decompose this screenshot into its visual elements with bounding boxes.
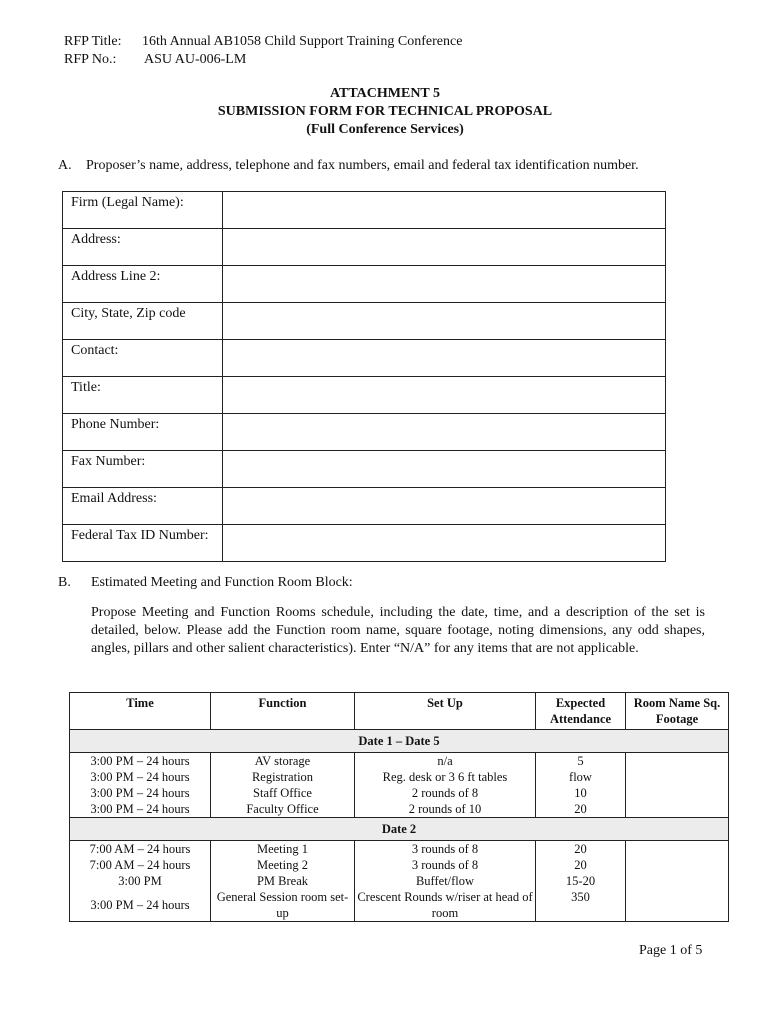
field-label: Phone Number:: [63, 414, 223, 451]
table-cell: 7:00 AM – 24 hours: [70, 841, 211, 858]
table-cell: 10: [536, 785, 626, 801]
section-b-paragraph: Propose Meeting and Function Rooms schedule, including the date, time, and a description of the set is detailed, below. Please add the Function room name, square footage, noting dimensions, any odd shapes, angles, pillars and other salient characteristics). Enter “N/A” for any items that are not applicable.: [91, 605, 705, 656]
form-row: [63, 377, 666, 414]
table-cell: Staff Office: [211, 785, 355, 801]
table-cell: PM Break: [211, 873, 355, 889]
field-label: Fax Number:: [63, 451, 223, 488]
field-input[interactable]: [223, 303, 666, 340]
form-title: SUBMISSION FORM FOR TECHNICAL PROPOSAL: [217, 104, 553, 119]
table-row: [70, 889, 729, 922]
table-row: [70, 801, 729, 818]
page-number: Page 1 of 5: [639, 943, 703, 958]
column-header: Function: [211, 693, 355, 730]
table-cell: Meeting 1: [211, 841, 355, 858]
proposer-info-table: [62, 191, 666, 562]
table-cell: 7:00 AM – 24 hours: [70, 857, 211, 873]
table-cell: 3 rounds of 8: [355, 841, 536, 858]
form-row: [63, 451, 666, 488]
table-cell: 20: [536, 841, 626, 858]
column-header: Expected Attendance: [536, 693, 626, 730]
table-cell: n/a: [355, 753, 536, 770]
table-cell: 2 rounds of 8: [355, 785, 536, 801]
table-row: [70, 857, 729, 873]
room-name-input[interactable]: [626, 857, 729, 873]
field-input[interactable]: [223, 192, 666, 229]
field-label: Address:: [63, 229, 223, 266]
room-name-input[interactable]: [626, 753, 729, 770]
table-cell: 350: [536, 889, 626, 922]
form-row: [63, 303, 666, 340]
field-input[interactable]: [223, 525, 666, 562]
field-input[interactable]: [223, 266, 666, 303]
column-header: Room Name Sq. Footage: [626, 693, 729, 730]
rfp-no-label: RFP No.:: [64, 52, 117, 67]
room-block-table: [69, 692, 729, 922]
field-label: Address Line 2:: [63, 266, 223, 303]
table-cell: Crescent Rounds w/riser at head of room: [355, 889, 536, 922]
table-row: [70, 841, 729, 858]
rfp-title-label: RFP Title:: [64, 34, 122, 49]
table-cell: 20: [536, 801, 626, 818]
table-cell: 20: [536, 857, 626, 873]
section-a-marker: A.: [58, 158, 72, 173]
table-cell: Registration: [211, 769, 355, 785]
table-cell: 5: [536, 753, 626, 770]
table-row: [70, 873, 729, 889]
attachment-title: ATTACHMENT 5: [329, 86, 441, 101]
rfp-no-value: ASU AU-006-LM: [144, 52, 247, 67]
table-row: [70, 769, 729, 785]
date-group-header: Date 1 – Date 5: [70, 730, 729, 753]
room-name-input[interactable]: [626, 769, 729, 785]
table-cell: General Session room set-up: [211, 889, 355, 922]
table-cell: AV storage: [211, 753, 355, 770]
form-row: [63, 229, 666, 266]
rfp-title-row: [64, 34, 462, 50]
rfp-no-row: [64, 52, 246, 68]
field-input[interactable]: [223, 340, 666, 377]
room-name-input[interactable]: [626, 801, 729, 818]
form-row: [63, 192, 666, 229]
section-b-heading: Estimated Meeting and Function Room Block:: [91, 575, 353, 590]
table-cell: 15-20: [536, 873, 626, 889]
room-name-input[interactable]: [626, 785, 729, 801]
form-row: [63, 525, 666, 562]
field-input[interactable]: [223, 414, 666, 451]
table-cell: flow: [536, 769, 626, 785]
table-cell: Meeting 2: [211, 857, 355, 873]
field-label: Federal Tax ID Number:: [63, 525, 223, 562]
field-input[interactable]: [223, 488, 666, 525]
table-cell: 3:00 PM – 24 hours: [70, 889, 211, 922]
field-input[interactable]: [223, 451, 666, 488]
form-row: [63, 414, 666, 451]
table-cell: 3:00 PM – 24 hours: [70, 753, 211, 770]
section-a-heading: Proposer’s name, address, telephone and fax numbers, email and federal tax identification number.: [86, 158, 639, 173]
column-header: Set Up: [355, 693, 536, 730]
field-label: City, State, Zip code: [63, 303, 223, 340]
table-cell: 2 rounds of 10: [355, 801, 536, 818]
table-row: [70, 785, 729, 801]
field-label: Email Address:: [63, 488, 223, 525]
field-label: Firm (Legal Name):: [63, 192, 223, 229]
column-header: Time: [70, 693, 211, 730]
section-b-marker: B.: [58, 575, 71, 590]
room-name-input[interactable]: [626, 841, 729, 858]
form-row: [63, 266, 666, 303]
field-label: Contact:: [63, 340, 223, 377]
table-cell: 3:00 PM – 24 hours: [70, 801, 211, 818]
table-cell: 3:00 PM: [70, 873, 211, 889]
rfp-title-value: 16th Annual AB1058 Child Support Training Conference: [142, 34, 463, 49]
form-subtitle: (Full Conference Services): [306, 122, 464, 137]
table-cell: Reg. desk or 3 6 ft tables: [355, 769, 536, 785]
table-cell: 3:00 PM – 24 hours: [70, 785, 211, 801]
field-input[interactable]: [223, 229, 666, 266]
table-cell: 3:00 PM – 24 hours: [70, 769, 211, 785]
field-input[interactable]: [223, 377, 666, 414]
room-name-input[interactable]: [626, 889, 729, 922]
room-name-input[interactable]: [626, 873, 729, 889]
date-group-header: Date 2: [70, 818, 729, 841]
table-row: [70, 753, 729, 770]
form-row: [63, 488, 666, 525]
table-cell: Buffet/flow: [355, 873, 536, 889]
table-cell: Faculty Office: [211, 801, 355, 818]
field-label: Title:: [63, 377, 223, 414]
form-row: [63, 340, 666, 377]
table-cell: 3 rounds of 8: [355, 857, 536, 873]
